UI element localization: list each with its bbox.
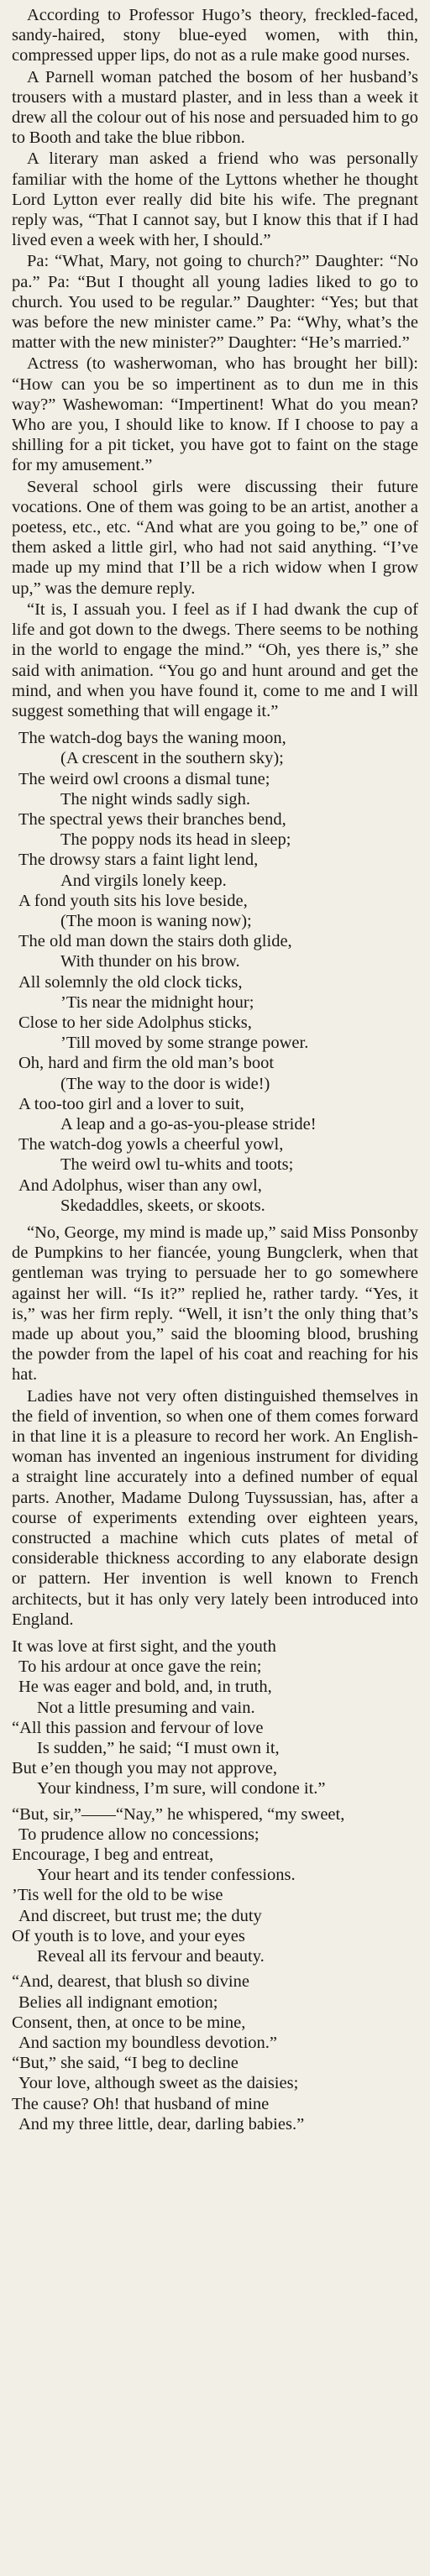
poem-line: The weird owl croons a dismal tune;: [18, 769, 270, 788]
poem-line: “But, sir,”——“Nay,” he whispered, “my sweet,: [12, 1804, 345, 1824]
poem-line: ’Tis well for the old to be wise: [12, 1886, 223, 1905]
poem-line: The watch-dog yowls a cheerful yowl,: [18, 1135, 284, 1154]
poem-love-at-first-sight: [12, 1636, 418, 2134]
poem-line: ’Till moved by some strange power.: [60, 1034, 309, 1053]
poem-line: And saction my boundless devotion.”: [18, 2033, 278, 2052]
paragraph-parnell-woman: A Parnell woman patched the bosom of her husband’s trousers with a mustard plaster, and in less than a week it drew all the colour out of his nose and persuaded him to go to Booth and take the blue ribbon.: [12, 67, 418, 148]
paragraph-literary-man: A literary man asked a friend who was personally familiar with the home of the Lyttons whether he thought Lord Lytton ever really did bite his wife. The pregnant reply was, “That I cannot say, but I know this that if I had lived even a week with her, I should.”: [12, 149, 418, 250]
poem-line: Encourage, I beg and entreat,: [12, 1846, 214, 1865]
poem-line: A leap and a go-as-you-please stride!: [60, 1114, 317, 1134]
poem-line: (The moon is waning now);: [60, 911, 252, 930]
poem-line: Your kindness, I’m sure, will condone it.”: [37, 1779, 326, 1798]
poem-line: But e’en though you may not approve,: [12, 1759, 277, 1778]
poem-line: And virgils lonely keep.: [60, 871, 227, 890]
poem-line: Is sudden,” he said; “I must own it,: [37, 1739, 280, 1758]
paragraph-hugo-theory: According to Professor Hugo’s theory, freckled-faced, sandy-haired, stony blue-eyed women, with thin, compressed upper lips, do not as a rule make good nurses.: [12, 6, 418, 65]
poem-line: A too-too girl and a lover to suit,: [18, 1094, 244, 1113]
poem-line: And Adolphus, wiser than any owl,: [18, 1175, 262, 1195]
poem-line: He was eager and bold, and, in truth,: [18, 1678, 272, 1697]
poem-line: “And, dearest, that blush so divine: [12, 1972, 249, 1992]
poem-line: Your love, although sweet as the daisies;: [18, 2074, 299, 2093]
poem-watch-dog: [12, 728, 418, 1216]
poem-line: The old man down the stairs doth glide,: [18, 932, 292, 951]
poem-line: It was love at first sight, and the youth: [12, 1637, 276, 1657]
text-column: [12, 5, 418, 2141]
poem-line: A fond youth sits his love beside,: [18, 891, 248, 910]
paragraph-actress: Actress (to washerwoman, who has brought her bill): “How can you be so impertinent as to dun me in this way?” Washewoman: “Impertinent! What do you mean? Who are you, I should like to know. If I choose to pay a shilling for a pit ticket, you have got to faint on the stage for my amusement.”: [12, 354, 418, 475]
poem-line: The cause? Oh! that husband of mine: [12, 2094, 270, 2113]
poem-line: The watch-dog bays the waning moon,: [18, 729, 286, 748]
poem-line: Skedaddles, skeets, or skoots.: [60, 1196, 265, 1215]
poem-line: And my three little, dear, darling babies.”: [18, 2114, 305, 2134]
poem-line: And discreet, but trust me; the duty: [18, 1906, 262, 1925]
poem-line: Not a little presuming and vain.: [37, 1698, 255, 1717]
poem-line: To his ardour at once gave the rein;: [18, 1657, 262, 1677]
poem-line: Your heart and its tender confessions.: [37, 1866, 296, 1885]
poem-line: Reveal all its fervour and beauty.: [37, 1947, 265, 1966]
paragraph-ladies-invention: Ladies have not very often distinguished themselves in the field of invention, so when one of them comes forward in that line it is a pleasure to record her work. An Englishwoman has invented an ingenious instrument for dividing a straight line accurately into a defined number of equal parts. Another, Madame Dulong Tuyssussian, has, after a course of experiments extending over eighteen years, constructed a machine which cuts plates of metal of considerable thickness according to any elaborate design or pattern. Her invention is well known to French architects, but it has only very lately been introduced into England.: [12, 1386, 418, 1629]
poem-line: The spectral yews their branches bend,: [18, 809, 286, 829]
poem-line: “But,” she said, “I beg to decline: [12, 2054, 239, 2073]
paragraph-cup-of-life: “It is, I assuah you. I feel as if I had dwank the cup of life and got down to the dwegs. There seems to be nothing in the world to engage the mind.” “Oh, yes there is,” she said with animation. “You go and hunt around and get the mind, and when you have found it, come to me and I will suggest something that will engage it.”: [12, 599, 418, 720]
paragraph-miss-ponsonby: “No, George, my mind is made up,” said Miss Ponsonby de Pumpkins to her fiancée, young Bungclerk, when that gentleman was trying to persuade her to go somewhere against her will. “Is it?” replied he, rather tardy. “Yes, it is,” was her firm reply. “Well, it isn’t the only thing that’s made up about you,” said the blooming blood, brushing the powder from the lapel of his coat and reaching for his hat.: [12, 1223, 418, 1385]
poem-line: The weird owl tu-whits and toots;: [60, 1155, 294, 1175]
poem-line: “All this passion and fervour of love: [12, 1718, 264, 1737]
poem-line: ’Tis near the midnight hour;: [60, 992, 254, 1012]
poem-line: The drowsy stars a faint light lend,: [18, 851, 259, 870]
poem-line: Oh, hard and firm the old man’s boot: [18, 1054, 275, 1073]
poem-line: (The way to the door is wide!): [60, 1074, 270, 1093]
paragraph-pa-mary: Pa: “What, Mary, not going to church?” Daughter: “No pa.” Pa: “But I thought all young ladies liked to go to church. You used to be regular.” Daughter: “Yes; but that was before the new minister came.” Pa: “Why, what’s the matter with the new minister?” Daughter: “He’s married.”: [12, 252, 418, 353]
poem-line: The night winds sadly sigh.: [60, 789, 251, 809]
poem-line: Consent, then, at once to be mine,: [12, 2013, 246, 2032]
poem-line: Of youth is to love, and your eyes: [12, 1926, 245, 1945]
poem-line: Belies all indignant emotion;: [18, 1992, 218, 2012]
poem-line: With thunder on his brow.: [60, 952, 240, 971]
poem-line: To prudence allow no concessions;: [18, 1825, 260, 1844]
poem-line: (A crescent in the southern sky);: [60, 749, 284, 768]
poem-line: Close to her side Adolphus sticks,: [18, 1013, 252, 1032]
poem-line: All solemnly the old clock ticks,: [18, 972, 243, 992]
paragraph-school-girls: Several school girls were discussing their future vocations. One of them was going to be an artist, another a poetess, etc., etc. “And what are you going to be,” one of them asked a little girl, who had not said anything. “I’ve made up my mind that I’ll be a rich widow when I grow up,” was the demure reply.: [12, 477, 418, 598]
poem-line: The poppy nods its head in sleep;: [60, 830, 291, 850]
